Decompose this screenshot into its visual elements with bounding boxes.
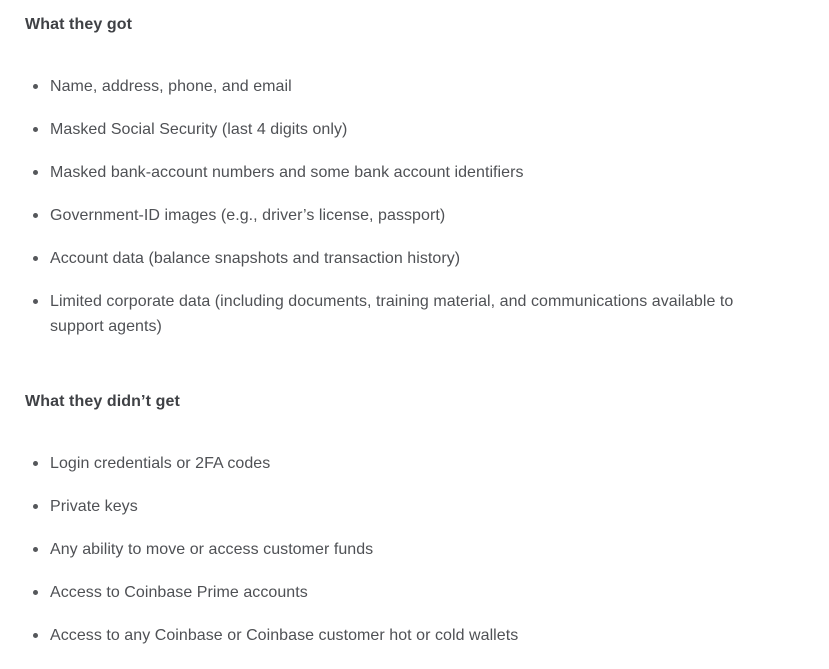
list-item <box>25 537 785 562</box>
list-item-text: Masked bank-account numbers and some bank account identifiers <box>50 164 524 181</box>
list-what-they-got <box>25 74 785 357</box>
list-item <box>25 117 785 142</box>
section-what-they-didnt-get <box>25 390 805 644</box>
bullet-dot-icon <box>33 547 38 552</box>
list-item <box>25 494 785 519</box>
bullet-dot-icon <box>33 127 38 132</box>
bullet-dot-icon <box>33 504 38 509</box>
bullet-dot-icon <box>33 170 38 175</box>
list-item-text: Login credentials or 2FA codes <box>50 455 271 472</box>
list-item <box>25 289 750 339</box>
list-item-text: Masked Social Security (last 4 digits only) <box>50 121 348 138</box>
bullet-dot-icon <box>33 256 38 261</box>
list-item-text: Private keys <box>50 498 138 515</box>
list-item-text: Any ability to move or access customer funds <box>50 541 374 558</box>
list-item-text: Access to any Coinbase or Coinbase customer hot or cold wallets <box>50 627 519 644</box>
list-item <box>25 203 785 228</box>
list-item <box>25 580 785 605</box>
list-item <box>25 74 785 99</box>
bullet-dot-icon <box>33 633 38 638</box>
section-heading-what-they-got: What they got <box>25 16 133 33</box>
bullet-dot-icon <box>33 299 38 304</box>
section-what-they-got <box>25 13 805 335</box>
list-item <box>25 451 785 476</box>
list-item-text: Government-ID images (e.g., driver’s license, passport) <box>50 207 446 224</box>
list-item <box>25 623 785 648</box>
section-heading-what-they-didnt-get: What they didn’t get <box>25 393 180 410</box>
list-what-they-didnt-get <box>25 451 785 666</box>
list-item <box>25 160 785 185</box>
list-item-text: Name, address, phone, and email <box>50 78 292 95</box>
bullet-dot-icon <box>33 461 38 466</box>
bullet-dot-icon <box>33 590 38 595</box>
bullet-dot-icon <box>33 213 38 218</box>
bullet-dot-icon <box>33 84 38 89</box>
list-item-text: Account data (balance snapshots and transaction history) <box>50 250 461 267</box>
list-item <box>25 246 785 271</box>
list-item-text: Limited corporate data (including documents, training material, and communications available to support agents) <box>50 293 734 335</box>
list-item-text: Access to Coinbase Prime accounts <box>50 584 308 601</box>
